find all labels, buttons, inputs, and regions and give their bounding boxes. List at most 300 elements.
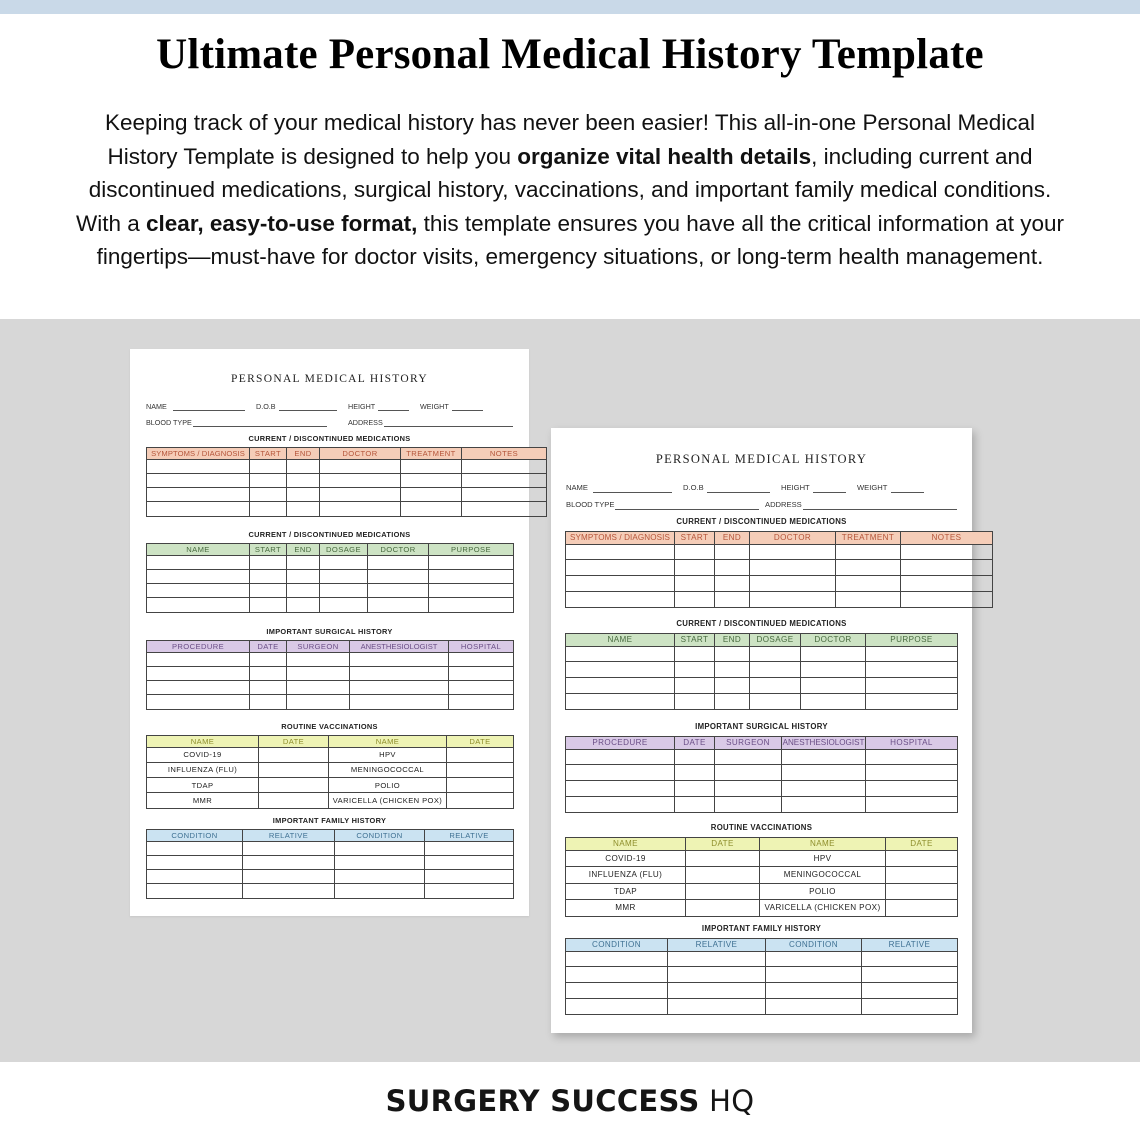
brand-name-suffix: HQ bbox=[699, 1084, 755, 1118]
sheet-title: PERSONAL MEDICAL HISTORY bbox=[655, 452, 868, 466]
table-row bbox=[147, 652, 514, 666]
table-cell bbox=[147, 666, 250, 680]
vaccinations-header-row bbox=[566, 838, 958, 851]
section-title-vaccinations: ROUTINE VACCINATIONS bbox=[281, 722, 378, 731]
table-cell bbox=[147, 681, 250, 695]
table-cell bbox=[287, 569, 320, 583]
table-row bbox=[566, 576, 993, 592]
field-label-name: NAME bbox=[566, 483, 588, 492]
table-cell bbox=[750, 678, 801, 694]
intro-text-3: this template ensures you have all the critical information at your fingertips—must-have for doctor visits, emergency situations, or long-term health management. bbox=[96, 210, 1064, 270]
column-header: DOCTOR bbox=[750, 532, 836, 545]
intro-paragraph bbox=[70, 106, 1070, 274]
vaccine-name: VARICELLA (CHICKEN POX) bbox=[760, 900, 886, 917]
table-cell bbox=[766, 998, 862, 1014]
table-cell bbox=[750, 646, 801, 662]
table-cell bbox=[836, 544, 901, 560]
vaccine-name: HPV bbox=[760, 850, 886, 867]
vaccinations-table bbox=[146, 735, 514, 809]
table-cell bbox=[836, 591, 901, 607]
table-cell bbox=[401, 473, 462, 487]
table-cell bbox=[750, 591, 836, 607]
table-cell bbox=[750, 560, 836, 576]
table-cell bbox=[566, 576, 675, 592]
vaccine-name: MMR bbox=[147, 793, 259, 808]
table-cell bbox=[449, 666, 514, 680]
table-row bbox=[147, 666, 514, 680]
table-cell bbox=[675, 749, 715, 765]
table-cell bbox=[147, 695, 250, 709]
field-line-height bbox=[378, 410, 409, 411]
family-header-row bbox=[566, 939, 958, 952]
table-cell bbox=[287, 502, 320, 516]
column-header: SURGEON bbox=[715, 737, 782, 750]
table-cell bbox=[675, 662, 715, 678]
table-cell bbox=[429, 569, 514, 583]
table-cell bbox=[287, 695, 350, 709]
table-cell bbox=[862, 967, 958, 983]
table-cell bbox=[675, 796, 715, 812]
column-header: TREATMENT bbox=[836, 532, 901, 545]
column-header: CONDITION bbox=[335, 830, 425, 842]
template-sheet-left bbox=[130, 349, 529, 916]
table-cell bbox=[250, 473, 287, 487]
vaccinations-table bbox=[565, 837, 958, 917]
table-row bbox=[566, 678, 958, 694]
table-cell bbox=[668, 967, 766, 983]
table-row bbox=[147, 747, 514, 762]
column-header: SYMPTOMS / DIAGNOSIS bbox=[147, 448, 250, 460]
table-cell bbox=[686, 867, 760, 884]
field-line-blood-type bbox=[615, 509, 759, 510]
vaccine-name: HPV bbox=[329, 747, 447, 762]
table-cell bbox=[782, 749, 866, 765]
table-cell bbox=[801, 678, 866, 694]
table-cell bbox=[147, 555, 250, 569]
table-row bbox=[566, 749, 958, 765]
field-label-weight: WEIGHT bbox=[420, 402, 449, 411]
table-cell bbox=[750, 576, 836, 592]
table-cell bbox=[668, 998, 766, 1014]
table-row bbox=[566, 765, 958, 781]
table-cell bbox=[668, 951, 766, 967]
table-row bbox=[147, 793, 514, 808]
table-cell bbox=[447, 762, 514, 777]
table-cell bbox=[147, 569, 250, 583]
vaccine-name: MMR bbox=[566, 900, 686, 917]
medications-table bbox=[565, 633, 958, 710]
vaccine-name: INFLUENZA (FLU) bbox=[147, 762, 259, 777]
table-cell bbox=[320, 459, 401, 473]
table-cell bbox=[866, 693, 958, 709]
table-cell bbox=[782, 796, 866, 812]
column-header: NAME bbox=[329, 736, 447, 748]
column-header: DATE bbox=[250, 641, 287, 653]
table-row bbox=[566, 983, 958, 999]
field-line-weight bbox=[891, 492, 924, 493]
table-cell bbox=[566, 951, 668, 967]
table-cell bbox=[401, 502, 462, 516]
table-row bbox=[147, 762, 514, 777]
table-cell bbox=[250, 666, 287, 680]
field-label-blood-type: BLOOD TYPE bbox=[146, 418, 192, 427]
symptoms-table bbox=[146, 447, 547, 517]
table-cell bbox=[675, 678, 715, 694]
surgical-header-row bbox=[147, 641, 514, 653]
table-cell bbox=[801, 693, 866, 709]
table-cell bbox=[715, 662, 750, 678]
column-header: RELATIVE bbox=[862, 939, 958, 952]
table-cell bbox=[250, 584, 287, 598]
vaccine-name: TDAP bbox=[147, 778, 259, 793]
table-cell bbox=[147, 502, 250, 516]
table-cell bbox=[675, 693, 715, 709]
table-cell bbox=[866, 796, 958, 812]
table-cell bbox=[243, 841, 335, 855]
table-cell bbox=[715, 591, 750, 607]
table-cell bbox=[862, 983, 958, 999]
table-cell bbox=[866, 781, 958, 797]
field-line-blood-type bbox=[193, 426, 327, 427]
column-header: PURPOSE bbox=[429, 544, 514, 556]
surgical-table bbox=[146, 640, 514, 710]
section-title-family: IMPORTANT FAMILY HISTORY bbox=[272, 816, 387, 825]
table-cell bbox=[462, 502, 547, 516]
column-header: NAME bbox=[147, 736, 259, 748]
table-cell bbox=[449, 652, 514, 666]
table-cell bbox=[320, 569, 368, 583]
table-cell bbox=[425, 841, 514, 855]
table-cell bbox=[335, 884, 425, 898]
table-cell bbox=[782, 765, 866, 781]
field-line-name bbox=[173, 410, 245, 411]
table-cell bbox=[147, 473, 250, 487]
vaccine-name: INFLUENZA (FLU) bbox=[566, 867, 686, 884]
family-table bbox=[565, 938, 958, 1015]
column-header: START bbox=[675, 634, 715, 647]
section-title-symptoms: CURRENT / DISCONTINUED MEDICATIONS bbox=[676, 517, 847, 526]
column-header: DOCTOR bbox=[368, 544, 429, 556]
column-header: TREATMENT bbox=[401, 448, 462, 460]
symptoms-header-row bbox=[566, 532, 993, 545]
table-cell bbox=[401, 459, 462, 473]
table-cell bbox=[259, 793, 329, 808]
column-header: DATE bbox=[447, 736, 514, 748]
vaccine-name: MENINGOCOCCAL bbox=[329, 762, 447, 777]
table-cell bbox=[429, 598, 514, 612]
field-line-weight bbox=[452, 410, 483, 411]
table-cell bbox=[715, 576, 750, 592]
field-label-address: ADDRESS bbox=[348, 418, 383, 427]
table-cell bbox=[250, 598, 287, 612]
table-cell bbox=[250, 488, 287, 502]
section-title-vaccinations: ROUTINE VACCINATIONS bbox=[710, 823, 813, 832]
table-cell bbox=[287, 555, 320, 569]
table-cell bbox=[675, 560, 715, 576]
table-row bbox=[147, 870, 514, 884]
sheet-title: PERSONAL MEDICAL HISTORY bbox=[231, 373, 428, 385]
table-cell bbox=[447, 793, 514, 808]
table-cell bbox=[750, 662, 801, 678]
table-cell bbox=[566, 998, 668, 1014]
table-cell bbox=[147, 884, 243, 898]
table-cell bbox=[901, 591, 993, 607]
table-cell bbox=[715, 796, 782, 812]
surgical-table bbox=[565, 736, 958, 813]
medications-header-row bbox=[147, 544, 514, 556]
table-cell bbox=[147, 584, 250, 598]
table-row bbox=[147, 884, 514, 898]
table-cell bbox=[368, 584, 429, 598]
table-cell bbox=[862, 998, 958, 1014]
brand-footer bbox=[0, 1084, 1140, 1118]
table-cell bbox=[686, 850, 760, 867]
column-header: SYMPTOMS / DIAGNOSIS bbox=[566, 532, 675, 545]
column-header: CONDITION bbox=[147, 830, 243, 842]
table-cell bbox=[675, 781, 715, 797]
table-cell bbox=[782, 781, 866, 797]
column-header: DOCTOR bbox=[320, 448, 401, 460]
table-cell bbox=[147, 598, 250, 612]
surgical-header-row bbox=[566, 737, 958, 750]
table-cell bbox=[250, 569, 287, 583]
table-cell bbox=[715, 560, 750, 576]
table-cell bbox=[425, 855, 514, 869]
field-label-name: NAME bbox=[146, 402, 167, 411]
field-line-name bbox=[593, 492, 672, 493]
table-row bbox=[147, 555, 514, 569]
column-header: RELATIVE bbox=[425, 830, 514, 842]
table-cell bbox=[566, 646, 675, 662]
table-row bbox=[566, 900, 958, 917]
table-cell bbox=[566, 662, 675, 678]
table-cell bbox=[250, 652, 287, 666]
table-cell bbox=[368, 598, 429, 612]
section-title-family: IMPORTANT FAMILY HISTORY bbox=[701, 924, 822, 933]
field-label-address: ADDRESS bbox=[765, 500, 802, 509]
field-line-address bbox=[384, 426, 513, 427]
table-row bbox=[147, 695, 514, 709]
table-cell bbox=[675, 576, 715, 592]
column-header: END bbox=[715, 634, 750, 647]
column-header: HOSPITAL bbox=[449, 641, 514, 653]
table-cell bbox=[350, 652, 449, 666]
table-cell bbox=[425, 884, 514, 898]
table-cell bbox=[886, 867, 958, 884]
table-row bbox=[147, 569, 514, 583]
table-row bbox=[566, 998, 958, 1014]
table-cell bbox=[675, 765, 715, 781]
column-header: NAME bbox=[147, 544, 250, 556]
table-cell bbox=[350, 666, 449, 680]
table-cell bbox=[335, 841, 425, 855]
symptoms-header-row bbox=[147, 448, 547, 460]
table-cell bbox=[566, 781, 675, 797]
table-cell bbox=[287, 666, 350, 680]
table-row bbox=[147, 598, 514, 612]
table-row bbox=[566, 781, 958, 797]
column-header: START bbox=[675, 532, 715, 545]
table-cell bbox=[886, 883, 958, 900]
table-cell bbox=[566, 983, 668, 999]
table-cell bbox=[368, 555, 429, 569]
table-cell bbox=[250, 502, 287, 516]
column-header: NAME bbox=[566, 838, 686, 851]
vaccine-name: MENINGOCOCCAL bbox=[760, 867, 886, 884]
vaccine-name: POLIO bbox=[760, 883, 886, 900]
table-cell bbox=[287, 598, 320, 612]
field-label-height: HEIGHT bbox=[348, 402, 376, 411]
table-cell bbox=[715, 749, 782, 765]
medications-table bbox=[146, 543, 514, 613]
table-cell bbox=[566, 796, 675, 812]
column-header: DOSAGE bbox=[750, 634, 801, 647]
table-row bbox=[147, 841, 514, 855]
table-cell bbox=[866, 662, 958, 678]
column-header: END bbox=[715, 532, 750, 545]
table-row bbox=[566, 796, 958, 812]
table-cell bbox=[886, 850, 958, 867]
column-header: CONDITION bbox=[566, 939, 668, 952]
field-label-weight: WEIGHT bbox=[857, 483, 888, 492]
table-cell bbox=[335, 870, 425, 884]
table-cell bbox=[866, 765, 958, 781]
table-cell bbox=[250, 681, 287, 695]
table-row bbox=[147, 459, 547, 473]
table-cell bbox=[447, 747, 514, 762]
table-cell bbox=[250, 695, 287, 709]
table-cell bbox=[335, 855, 425, 869]
field-line-dob bbox=[707, 492, 770, 493]
column-header: HOSPITAL bbox=[866, 737, 958, 750]
table-cell bbox=[566, 678, 675, 694]
table-cell bbox=[147, 488, 250, 502]
column-header: DOSAGE bbox=[320, 544, 368, 556]
table-cell bbox=[287, 473, 320, 487]
table-cell bbox=[862, 951, 958, 967]
table-cell bbox=[462, 488, 547, 502]
table-cell bbox=[147, 841, 243, 855]
vaccine-name: TDAP bbox=[566, 883, 686, 900]
table-cell bbox=[901, 576, 993, 592]
field-label-dob: D.O.B bbox=[683, 483, 704, 492]
column-header: PURPOSE bbox=[866, 634, 958, 647]
column-header: START bbox=[250, 544, 287, 556]
table-cell bbox=[429, 555, 514, 569]
column-header: DATE bbox=[259, 736, 329, 748]
table-cell bbox=[449, 681, 514, 695]
table-cell bbox=[368, 569, 429, 583]
table-row bbox=[147, 855, 514, 869]
page-title: Ultimate Personal Medical History Template bbox=[156, 31, 984, 78]
table-cell bbox=[401, 488, 462, 502]
field-label-blood-type: BLOOD TYPE bbox=[566, 500, 615, 509]
table-row bbox=[566, 693, 958, 709]
vaccine-name: VARICELLA (CHICKEN POX) bbox=[329, 793, 447, 808]
table-row bbox=[147, 488, 547, 502]
column-header: DOCTOR bbox=[801, 634, 866, 647]
table-cell bbox=[287, 459, 320, 473]
table-cell bbox=[686, 883, 760, 900]
table-cell bbox=[836, 560, 901, 576]
table-cell bbox=[243, 870, 335, 884]
template-sheet-right bbox=[551, 428, 972, 1033]
table-cell bbox=[866, 646, 958, 662]
section-title-surgical: IMPORTANT SURGICAL HISTORY bbox=[695, 722, 828, 731]
table-cell bbox=[801, 646, 866, 662]
table-cell bbox=[287, 652, 350, 666]
field-label-dob: D.O.B bbox=[256, 402, 276, 411]
table-cell bbox=[425, 870, 514, 884]
column-header: NOTES bbox=[462, 448, 547, 460]
table-cell bbox=[766, 983, 862, 999]
section-title-surgical: IMPORTANT SURGICAL HISTORY bbox=[266, 627, 393, 636]
table-cell bbox=[566, 967, 668, 983]
column-header: END bbox=[287, 544, 320, 556]
column-header: DATE bbox=[675, 737, 715, 750]
table-cell bbox=[429, 584, 514, 598]
intro-bold-2: clear, easy-to-use format, bbox=[146, 210, 418, 236]
section-title-medications: CURRENT / DISCONTINUED MEDICATIONS bbox=[676, 619, 847, 628]
table-cell bbox=[449, 695, 514, 709]
table-cell bbox=[901, 544, 993, 560]
table-cell bbox=[320, 502, 401, 516]
table-cell bbox=[901, 560, 993, 576]
column-header: NOTES bbox=[901, 532, 993, 545]
medications-header-row bbox=[566, 634, 958, 647]
table-cell bbox=[250, 459, 287, 473]
table-cell bbox=[350, 695, 449, 709]
table-row bbox=[566, 646, 958, 662]
table-row bbox=[566, 544, 993, 560]
column-header: RELATIVE bbox=[243, 830, 335, 842]
table-row bbox=[566, 951, 958, 967]
column-header: SURGEON bbox=[287, 641, 350, 653]
family-header-row bbox=[147, 830, 514, 842]
table-cell bbox=[320, 473, 401, 487]
table-cell bbox=[462, 459, 547, 473]
table-cell bbox=[243, 884, 335, 898]
table-cell bbox=[715, 646, 750, 662]
vaccine-name: COVID-19 bbox=[147, 747, 259, 762]
table-row bbox=[147, 473, 547, 487]
table-cell bbox=[287, 681, 350, 695]
table-cell bbox=[566, 544, 675, 560]
vaccinations-header-row bbox=[147, 736, 514, 748]
field-label-height: HEIGHT bbox=[781, 483, 810, 492]
table-row bbox=[147, 778, 514, 793]
field-line-dob bbox=[279, 410, 337, 411]
table-cell bbox=[287, 488, 320, 502]
table-cell bbox=[715, 781, 782, 797]
table-cell bbox=[447, 778, 514, 793]
intro-text-1: Keeping track of your medical history has never been easier! This all-in-one Personal Medical History Template is designed to help you bbox=[104, 110, 1036, 169]
column-header: PROCEDURE bbox=[566, 737, 675, 750]
table-row bbox=[566, 967, 958, 983]
table-cell bbox=[243, 855, 335, 869]
table-cell bbox=[715, 765, 782, 781]
table-cell bbox=[886, 900, 958, 917]
table-cell bbox=[350, 681, 449, 695]
section-title-symptoms: CURRENT / DISCONTINUED MEDICATIONS bbox=[248, 434, 411, 443]
table-cell bbox=[866, 678, 958, 694]
table-row bbox=[566, 662, 958, 678]
column-header: ANESTHESIOLOGIST bbox=[782, 738, 865, 748]
column-header: NAME bbox=[760, 838, 886, 851]
column-header: DATE bbox=[686, 838, 760, 851]
table-row bbox=[566, 560, 993, 576]
table-cell bbox=[147, 459, 250, 473]
